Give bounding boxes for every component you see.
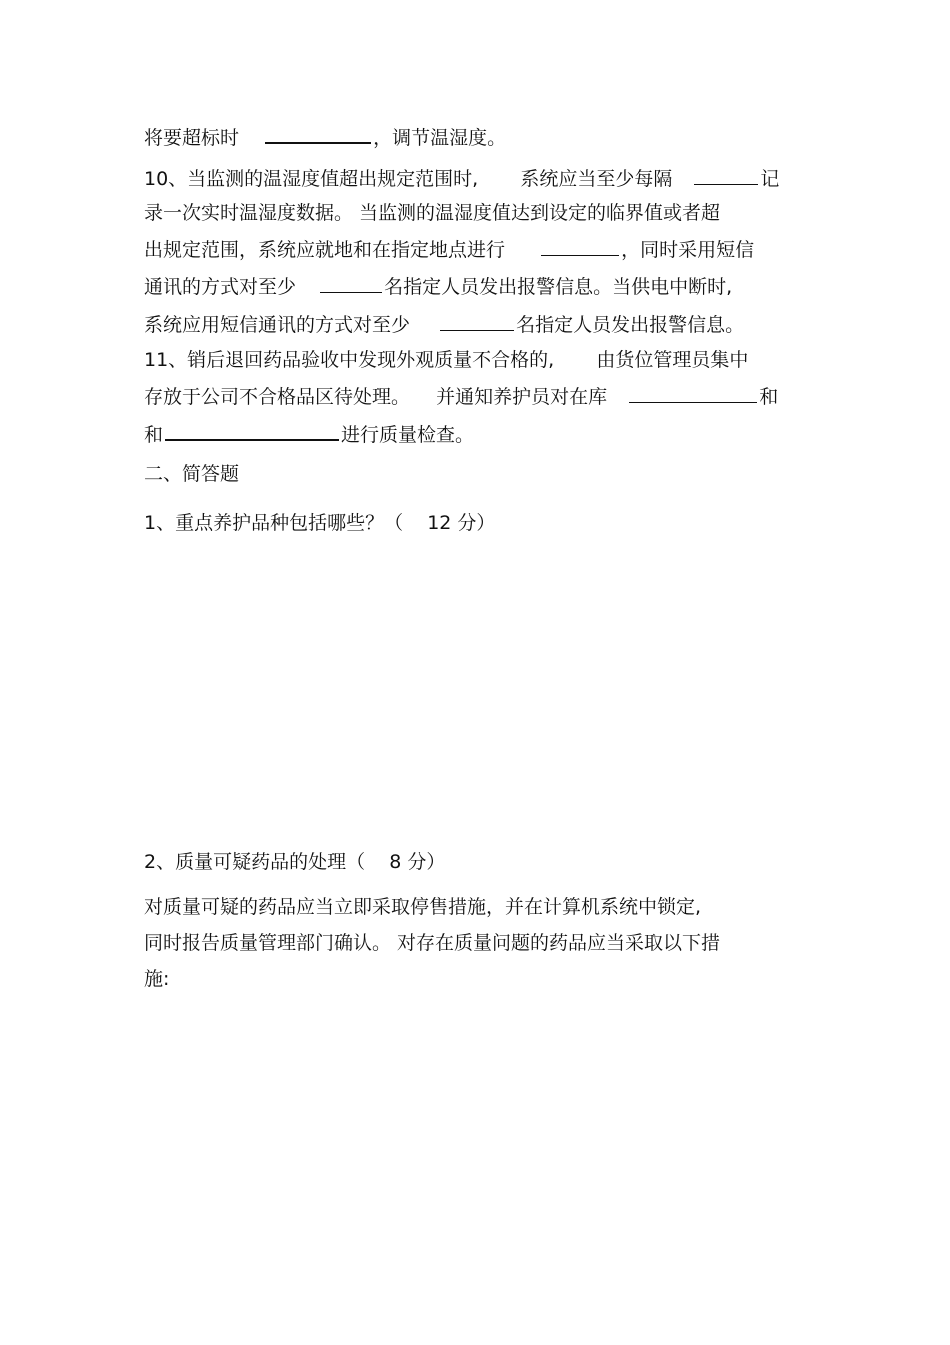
q10-line-2 xyxy=(144,200,720,226)
q10-text-1c: 记 xyxy=(760,168,780,190)
q10-line-5 xyxy=(144,312,744,338)
q10-line-1 xyxy=(144,166,779,192)
sa1-label: 1、重点养护品种包括哪些？（ xyxy=(144,512,404,534)
q11-text-3a: 和 xyxy=(144,424,164,446)
q10-blank-persons-1[interactable] xyxy=(320,274,382,293)
q10-text-3b: ，同时采用短信 xyxy=(621,239,755,261)
q11-text-1b: 由货位管理员集中 xyxy=(596,349,749,371)
q9-tail-text: 将要超标时 xyxy=(144,127,240,149)
q9-tail-text-2: ，调节温湿度。 xyxy=(373,127,507,149)
q11-text-2a: 存放于公司不合格品区待处理。 xyxy=(144,386,411,408)
q10-blank-interval[interactable] xyxy=(694,166,758,185)
q11-blank-1[interactable] xyxy=(629,384,757,403)
short-answer-1 xyxy=(144,510,495,536)
q11-text-1a: 11、销后退回药品验收中发现外观质量不合格的, xyxy=(144,349,555,371)
sa2-body-text-1: 对质量可疑的药品应当立即采取停售措施，并在计算机系统中锁定, xyxy=(144,896,702,918)
q10-line-3 xyxy=(144,237,754,263)
sa2-body-line-3 xyxy=(144,966,169,992)
sa2-body-line-2 xyxy=(144,930,720,956)
q10-text-1a: 10、当监测的温湿度值超出规定范围时, xyxy=(144,168,479,190)
section-title xyxy=(144,461,239,487)
q10-blank-persons-2[interactable] xyxy=(440,312,514,331)
q10-text-4b: 名指定人员发出报警信息。当供电中断时, xyxy=(384,276,733,298)
q10-text-5a: 系统应用短信通讯的方式对至少 xyxy=(144,314,411,336)
q11-line-2 xyxy=(144,384,778,410)
q10-text-1b: 系统应当至少每隔 xyxy=(520,168,673,190)
q11-blank-2[interactable] xyxy=(165,421,339,441)
section-title-text: 二、简答题 xyxy=(144,463,240,485)
q11-text-2b: 并通知养护员对在库 xyxy=(436,386,608,408)
q10-text-3a: 出规定范围，系统应就地和在指定地点进行 xyxy=(144,239,506,261)
q11-text-2c: 和 xyxy=(759,386,779,408)
q10-text-4a: 通讯的方式对至少 xyxy=(144,276,297,298)
q10-text-2: 录一次实时温湿度数据。 当监测的温湿度值达到设定的临界值或者超 xyxy=(144,202,721,224)
sa2-body-text-2: 同时报告质量管理部门确认。 对存在质量问题的药品应当采取以下措 xyxy=(144,932,721,954)
q9-blank[interactable] xyxy=(265,124,371,144)
sa2-body-text-3: 施: xyxy=(144,968,170,990)
sa2-score: 8 分） xyxy=(389,851,446,873)
q11-text-3b: 进行质量检查。 xyxy=(341,424,475,446)
short-answer-2 xyxy=(144,849,445,875)
q10-blank-alarm[interactable] xyxy=(541,237,619,256)
q11-line-3 xyxy=(144,421,474,448)
q9-tail-line xyxy=(144,124,506,151)
sa2-label: 2、质量可疑药品的处理（ xyxy=(144,851,366,873)
sa1-score: 12 分） xyxy=(427,512,496,534)
q10-text-5b: 名指定人员发出报警信息。 xyxy=(516,314,745,336)
sa2-body-line-1 xyxy=(144,894,701,920)
q11-line-1 xyxy=(144,347,748,373)
q10-line-4 xyxy=(144,274,732,300)
